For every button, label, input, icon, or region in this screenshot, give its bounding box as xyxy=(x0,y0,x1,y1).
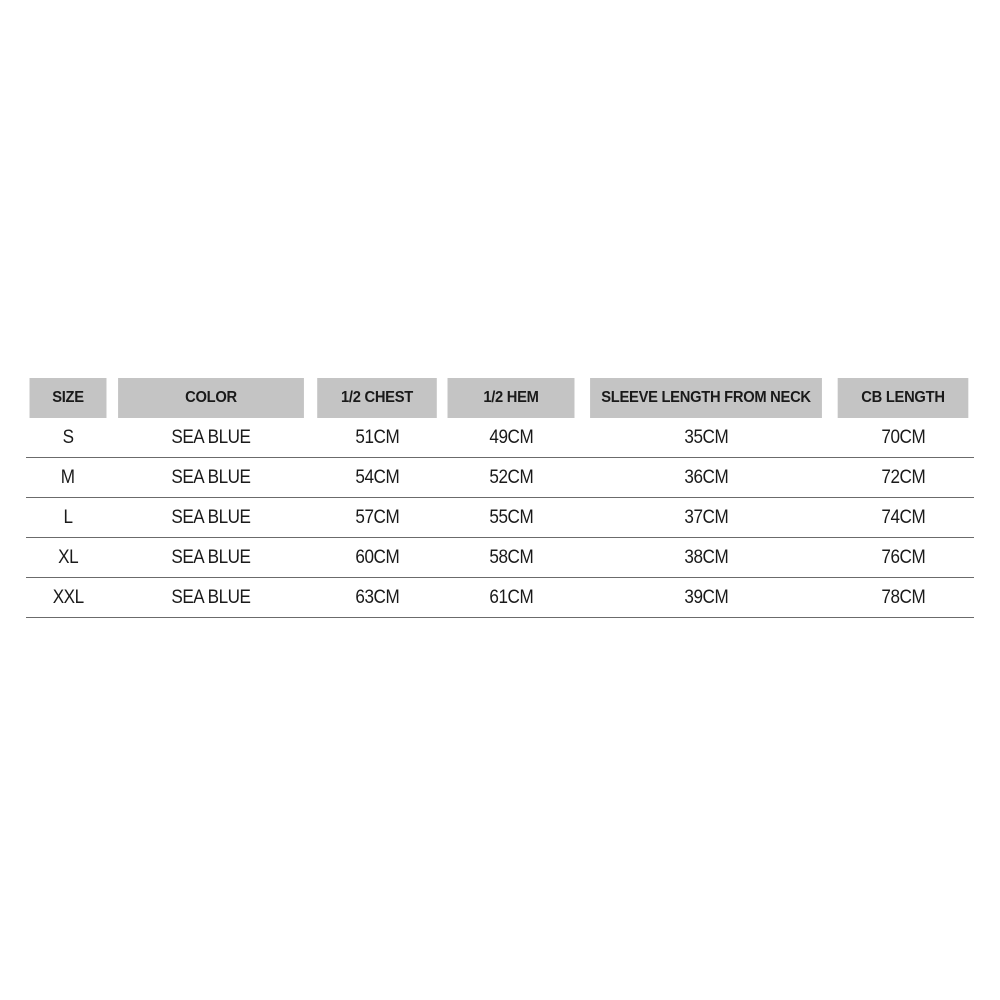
cell-text: XL xyxy=(57,546,79,568)
cell-text: SEA BLUE xyxy=(171,426,251,448)
cell-half-chest xyxy=(312,458,442,498)
cell-sleeve-length xyxy=(580,578,832,618)
cell-text: SEA BLUE xyxy=(171,506,251,528)
header-size: SIZE xyxy=(29,378,106,418)
size-chart-header xyxy=(26,378,974,418)
cell-half-hem xyxy=(442,578,580,618)
header-cb-length: CB LENGTH xyxy=(838,378,969,418)
cell-text: 49CM xyxy=(489,426,533,448)
header-color: COLOR xyxy=(118,378,304,418)
cell-text: 58CM xyxy=(489,546,533,568)
cell-text: 36CM xyxy=(684,466,728,488)
header-sleeve-length: SLEEVE LENGTH FROM NECK xyxy=(590,378,822,418)
cell-size xyxy=(26,458,110,498)
cell-half-hem xyxy=(442,538,580,578)
table-row xyxy=(26,418,974,458)
size-chart-table xyxy=(26,378,974,618)
cell-text: SEA BLUE xyxy=(171,546,251,568)
cell-text: XXL xyxy=(52,586,84,608)
cell-half-chest xyxy=(312,578,442,618)
cell-text: 35CM xyxy=(684,426,728,448)
cell-text: 70CM xyxy=(881,426,925,448)
cell-half-hem xyxy=(442,418,580,458)
cell-text: 74CM xyxy=(881,506,925,528)
cell-size xyxy=(26,538,110,578)
cell-text: SEA BLUE xyxy=(171,586,251,608)
cell-half-hem xyxy=(442,458,580,498)
cell-text: S xyxy=(62,426,74,448)
cell-text: 61CM xyxy=(489,586,533,608)
cell-half-chest xyxy=(312,498,442,538)
cell-cb-length xyxy=(832,498,974,538)
cell-half-hem xyxy=(442,498,580,538)
cell-sleeve-length xyxy=(580,418,832,458)
cell-text: 38CM xyxy=(684,546,728,568)
cell-color xyxy=(110,498,312,538)
cell-text: SEA BLUE xyxy=(171,466,251,488)
cell-text: 78CM xyxy=(881,586,925,608)
cell-text: 76CM xyxy=(881,546,925,568)
cell-half-chest xyxy=(312,538,442,578)
cell-half-chest xyxy=(312,418,442,458)
table-row xyxy=(26,498,974,538)
cell-text: 37CM xyxy=(684,506,728,528)
cell-text: 63CM xyxy=(355,586,399,608)
cell-sleeve-length xyxy=(580,458,832,498)
cell-size xyxy=(26,498,110,538)
cell-text: 52CM xyxy=(489,466,533,488)
cell-text: L xyxy=(63,506,73,528)
cell-size xyxy=(26,418,110,458)
cell-text: 51CM xyxy=(355,426,399,448)
cell-cb-length xyxy=(832,578,974,618)
table-row xyxy=(26,578,974,618)
cell-cb-length xyxy=(832,538,974,578)
table-row xyxy=(26,538,974,578)
cell-text: 39CM xyxy=(684,586,728,608)
header-row xyxy=(26,378,974,418)
cell-text: 57CM xyxy=(355,506,399,528)
cell-text: 54CM xyxy=(355,466,399,488)
cell-color xyxy=(110,458,312,498)
cell-color xyxy=(110,578,312,618)
cell-text: 72CM xyxy=(881,466,925,488)
cell-sleeve-length xyxy=(580,538,832,578)
cell-cb-length xyxy=(832,418,974,458)
cell-size xyxy=(26,578,110,618)
header-half-hem: 1/2 HEM xyxy=(448,378,575,418)
cell-sleeve-length xyxy=(580,498,832,538)
cell-cb-length xyxy=(832,458,974,498)
cell-text: 60CM xyxy=(355,546,399,568)
cell-color xyxy=(110,418,312,458)
table-row xyxy=(26,458,974,498)
size-chart-body xyxy=(26,418,974,618)
cell-text: 55CM xyxy=(489,506,533,528)
cell-text: M xyxy=(61,466,75,488)
cell-color xyxy=(110,538,312,578)
header-half-chest: 1/2 CHEST xyxy=(317,378,437,418)
